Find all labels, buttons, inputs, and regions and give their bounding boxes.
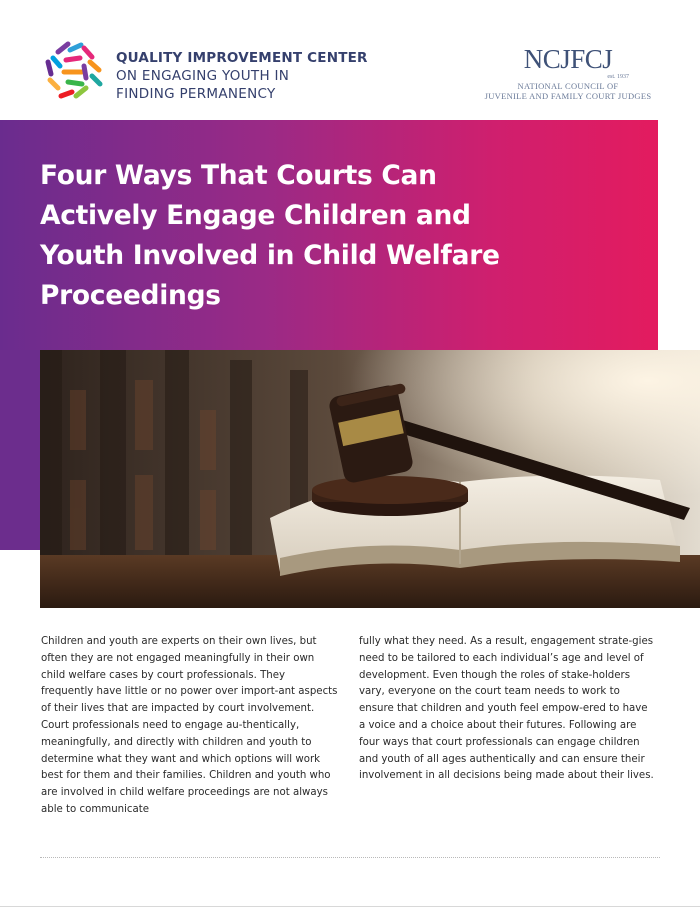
body-column-1: Children and youth are experts on their own lives, but often they are not engaged meaningfully in their own child welfare cases by court professionals. They frequently have little or no power over import-ant aspects of their lives that are impacted by court involvement. Court professionals need to engage au-thentically, meaningfully, and directly with children and youth to determine what they want and which options will work best for them and their families. Children and youth who are involved in child welfare proceedings are not always able to communicate — [41, 636, 338, 815]
qic-name-line3: FINDING PERMANENCY — [116, 86, 276, 102]
ncjfcj-logo — [483, 44, 653, 101]
hero-image — [40, 350, 700, 608]
qic-name-line1: QUALITY IMPROVEMENT CENTER — [116, 50, 368, 66]
qic-logo-icon — [44, 40, 106, 102]
ncjfcj-fullname-line1: NATIONAL COUNCIL OF — [517, 81, 619, 91]
body-column-2: fully what they need. As a result, engagement strate-gies need to be tailored to each individual’s age and level of development. Even though the roles of stake-holders vary, everyone on the court team needs to work to ensure that children and youth feel empow-ered to have a voice and a choice about their futures. Following are four ways that court professionals can engage children and youth of all ages authentically and can ensure their involvement in all decisions being made about their lives. — [359, 636, 654, 782]
qic-logo-text — [116, 49, 368, 103]
qic-name-line2: ON ENGAGING YOUTH IN — [116, 68, 290, 84]
page-title: Four Ways That Courts Can Actively Engage Children and Youth Involved in Child Welfare Proceedings — [40, 160, 500, 311]
page-header — [0, 0, 700, 120]
ncjfcj-mark: NCJFCJ — [523, 44, 613, 74]
footer-divider — [40, 857, 660, 858]
gavel-on-book-photo-icon — [40, 350, 700, 608]
ncjfcj-fullname-line2: JUVENILE AND FAMILY COURT JUDGES — [484, 91, 652, 101]
banner-accent — [0, 350, 40, 550]
ncjfcj-est: est. 1937 — [607, 74, 629, 80]
